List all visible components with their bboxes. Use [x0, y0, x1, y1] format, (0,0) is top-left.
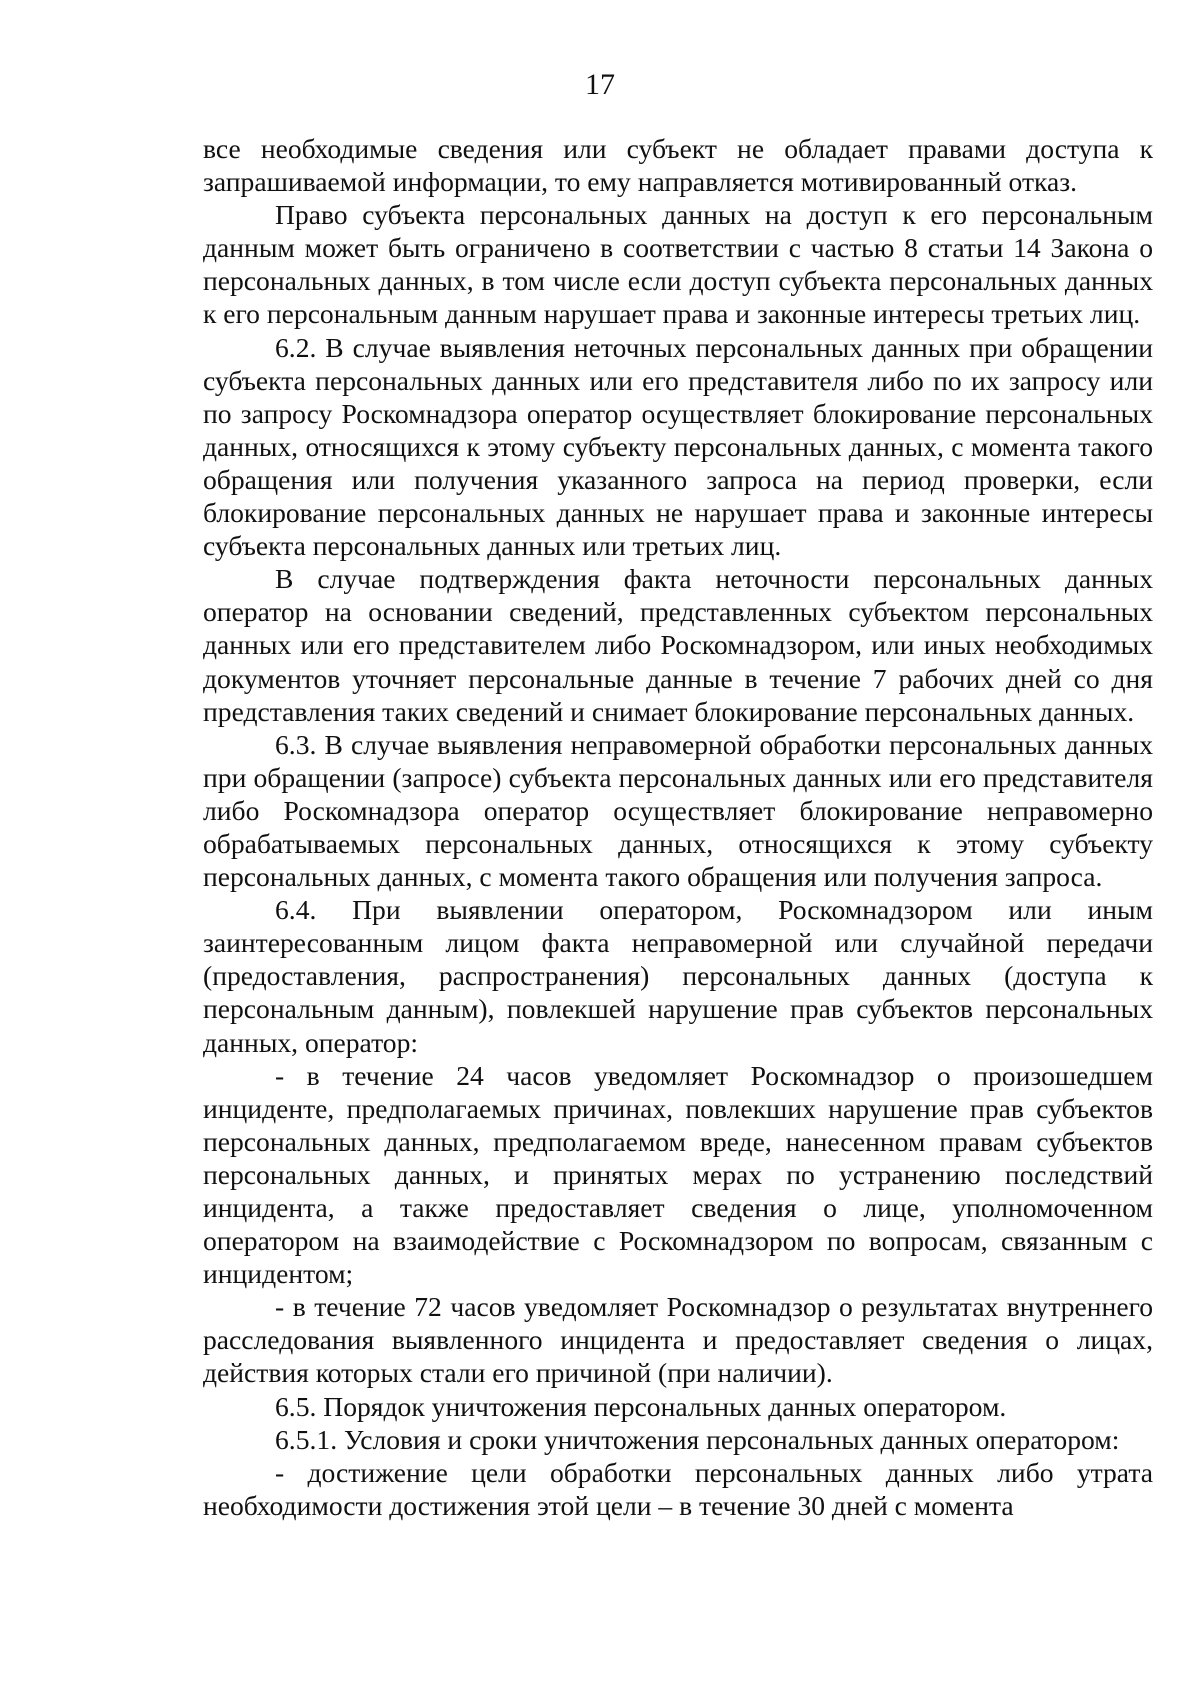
paragraph-6-3: 6.3. В случае выявления неправомерной обработки персональных данных при обращении (запросе) субъекта персональных данных или его представителя либо Роскомнадзора оператор осуществляет блокирование неправомерно обрабатываемых персональных данных, относящихся к этому субъекту персональных данных, с момента такого обращения или получения запроса.: [203, 728, 1153, 893]
paragraph-inaccuracy-confirmed: В случае подтверждения факта неточности персональных данных оператор на основании сведений, представленных субъектом персональных данных или его представителем либо Роскомнадзором, или иных необходимых документов уточняет персональные данные в течение 7 рабочих дней со дня представления таких сведений и снимает блокирование персональных данных.: [203, 563, 1153, 727]
paragraph-6-2: 6.2. В случае выявления неточных персональных данных при обращении субъекта персональных данных или его представителя либо по их запросу или по запросу Роскомнадзора оператор осуществляет блокирование персональных данных, относящихся к этому субъекту персональных данных, с момента такого обращения или получения указанного запроса на период проверки, если блокирование персональных данных не нарушает права и законные интересы субъекта персональных данных или третьих лиц.: [203, 331, 1153, 562]
paragraph-6-5: 6.5. Порядок уничтожения персональных данных оператором.: [275, 1390, 1007, 1422]
paragraph-access-restriction: Право субъекта персональных данных на доступ к его персональным данным может быть ограничено в соответствии с частью 8 статьи 14 Закона о персональных данных, в том числе если доступ субъекта персональных данных к его персональным данным нарушает права и законные интересы третьих лиц.: [203, 199, 1153, 330]
paragraph-6-5-1: 6.5.1. Условия и сроки уничтожения персональных данных оператором:: [275, 1423, 1120, 1455]
paragraph-continuation: все необходимые сведения или субъект не обладает правами доступа к запрашиваемой информации, то ему направляется мотивированный отказ.: [203, 133, 1153, 198]
list-item-purpose-achieved: - достижение цели обработки персональных данных либо утрата необходимости достижения этой цели – в течение 30 дней с момента: [203, 1456, 1153, 1521]
page-number: 17: [585, 68, 615, 101]
document-body: [203, 132, 1153, 1522]
list-item-72-hours: - в течение 72 часов уведомляет Роскомнадзор о результатах внутреннего расследования выявленного инцидента и предоставляет сведения о лицах, действия которых стали его причиной (при наличии).: [203, 1291, 1153, 1389]
paragraph-6-4: 6.4. При выявлении оператором, Роскомнадзором или иным заинтересованным лицом факта неправомерной или случайной передачи (предоставления, распространения) персональных данных (доступа к персональным данным), повлекшей нарушение прав субъектов персональных данных, оператор:: [203, 894, 1153, 1058]
list-item-24-hours: - в течение 24 часов уведомляет Роскомнадзор о произошедшем инциденте, предполагаемых причинах, повлекших нарушение прав субъектов персональных данных, предполагаемом вреде, нанесенном правам субъектов персональных данных, и принятых мерах по устранению последствий инцидента, а также предоставляет сведения о лице, уполномоченном оператором на взаимодействие с Роскомнадзором по вопросам, связанным с инцидентом;: [203, 1059, 1153, 1290]
